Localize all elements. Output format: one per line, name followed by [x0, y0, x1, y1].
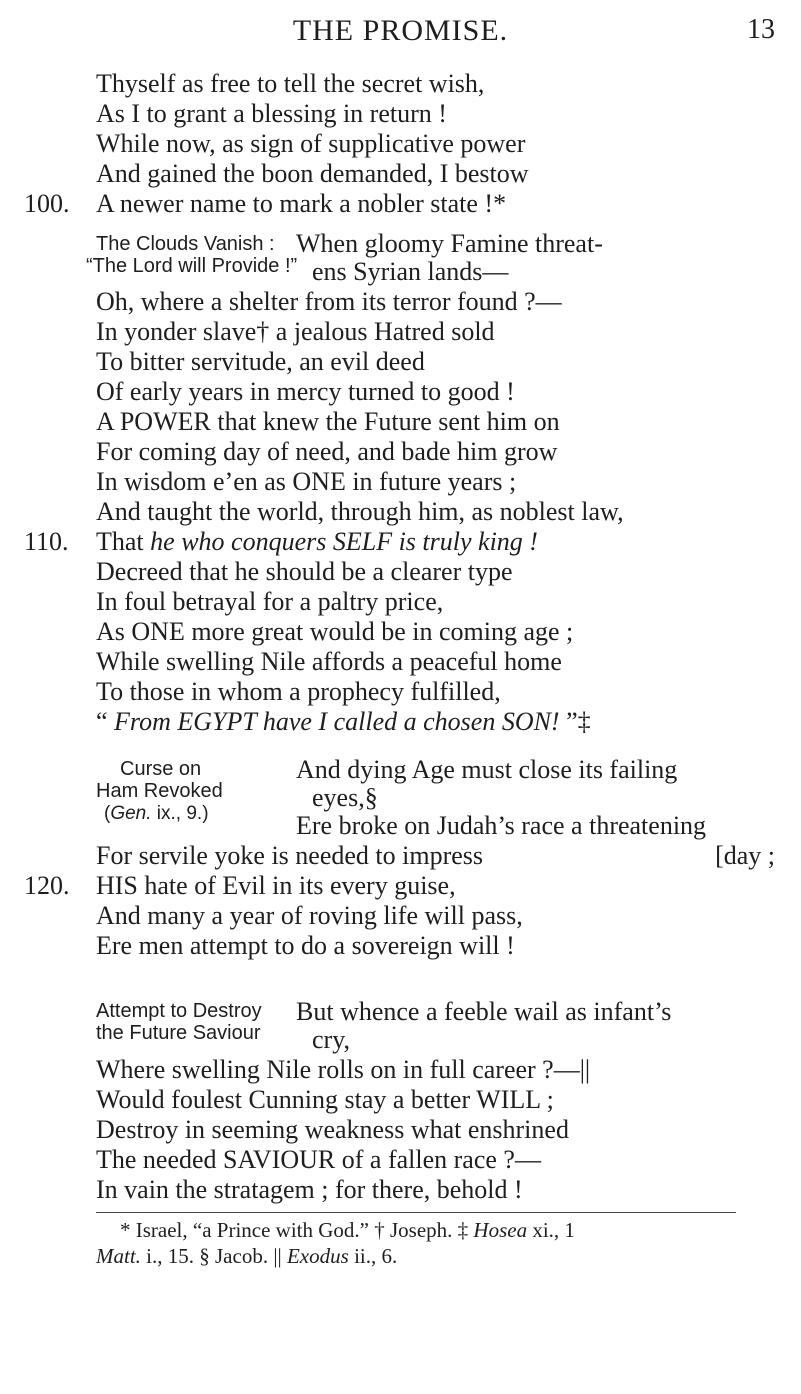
verse-line: As ONE more great would be in coming age ;	[96, 617, 574, 646]
footnote-text: xi., 1	[527, 1218, 575, 1242]
verse-line: To those in whom a prophecy fulfilled,	[96, 677, 501, 706]
verse-line: And dying Age must close its failing	[296, 755, 678, 784]
verse-line: While swelling Nile affords a peaceful home	[96, 647, 562, 676]
verse-line: When gloomy Famine threat-	[296, 229, 603, 258]
verse-line: Decreed that he should be a clearer type	[96, 557, 513, 586]
verse-line: In yonder slave† a jealous Hatred sold	[96, 317, 495, 346]
line-number: 120.	[24, 871, 70, 900]
verse-text: That	[96, 527, 151, 556]
verse-line: For coming day of need, and bade him grow	[96, 437, 558, 466]
verse-line: A POWER that knew the Future sent him on	[96, 407, 560, 436]
verse-line: And taught the world, through him, as noblest law,	[96, 497, 624, 526]
side-note	[104, 803, 209, 825]
footnote-rule	[96, 1212, 736, 1213]
verse-line: While now, as sign of supplicative power	[96, 129, 526, 158]
side-note: the Future Saviour	[96, 1022, 261, 1044]
footnote-italic: Matt.	[96, 1244, 141, 1268]
verse-line: Of early years in mercy turned to good !	[96, 377, 515, 406]
side-note-italic: Gen.	[110, 803, 152, 824]
verse-line: Where swelling Nile rolls on in full career ?—||	[96, 1055, 591, 1084]
verse-line: Ere broke on Judah’s race a threatening	[296, 811, 707, 840]
verse-line: Destroy in seeming weakness what enshrined	[96, 1115, 569, 1144]
verse-line: And gained the boon demanded, I bestow	[96, 159, 529, 188]
side-note: Ham Revoked	[96, 780, 223, 802]
verse-line	[96, 528, 538, 556]
footnote-text: * Israel, “a Prince with God.” † Joseph. ‡	[120, 1218, 474, 1242]
verse-line: In vain the stratagem ; for there, behold !	[96, 1175, 523, 1204]
running-head: THE PROMISE.	[292, 14, 509, 47]
footnote-italic: Hosea	[473, 1218, 528, 1242]
verse-italic: From EGYPT have I called a chosen SON!	[114, 707, 560, 736]
verse-line: Ere men attempt to do a sovereign will !	[96, 931, 515, 960]
verse-line: ens Syrian lands—	[312, 257, 509, 286]
footnote-line	[120, 1218, 575, 1242]
verse-line: For servile yoke is needed to impress	[96, 841, 484, 870]
footnote-italic: Exodus	[286, 1244, 349, 1268]
verse-line: In foul betrayal for a paltry price,	[96, 587, 444, 616]
quote-open: “	[96, 707, 115, 736]
verse-line: But whence a feeble wail as infant’s	[296, 997, 672, 1026]
side-note-text: ix., 9.)	[151, 803, 209, 824]
verse-line	[96, 708, 591, 736]
footnote-text: i., 15. § Jacob. ||	[140, 1244, 287, 1268]
verse-line-carry: [day ;	[715, 841, 775, 870]
verse-line: Oh, where a shelter from its terror found ?—	[96, 287, 562, 316]
verse-line: As I to grant a blessing in return !	[96, 99, 447, 128]
verse-line: eyes,§	[312, 783, 378, 812]
side-note-text: (	[104, 803, 111, 824]
verse-line: To bitter servitude, an evil deed	[96, 347, 425, 376]
verse-line: The needed SAVIOUR of a fallen race ?—	[96, 1145, 541, 1174]
verse-line: And many a year of roving life will pass,	[96, 901, 523, 930]
verse-italic: he who conquers SELF is truly king !	[150, 527, 538, 556]
page-number: 13	[747, 14, 775, 45]
side-note: The Clouds Vanish :	[96, 233, 275, 255]
footnote-text: ii., 6.	[348, 1244, 398, 1268]
quote-close: ”‡	[559, 707, 591, 736]
line-number: 110.	[24, 527, 69, 556]
verse-line: cry,	[312, 1025, 351, 1054]
verse-line: A newer name to mark a nobler state !*	[96, 189, 507, 218]
verse-line: HIS hate of Evil in its every guise,	[96, 871, 456, 900]
footnote-line	[96, 1244, 397, 1268]
side-note: Curse on	[120, 758, 202, 780]
side-note: Attempt to Destroy	[96, 1000, 262, 1022]
verse-line: Would foulest Cunning stay a better WILL ;	[96, 1085, 554, 1114]
verse-line: In wisdom e’en as ONE in future years ;	[96, 467, 517, 496]
line-number: 100.	[24, 189, 70, 218]
side-note: “The Lord will Provide !”	[86, 255, 298, 277]
page-header	[0, 14, 801, 54]
verse-line: Thyself as free to tell the secret wish,	[96, 69, 485, 98]
